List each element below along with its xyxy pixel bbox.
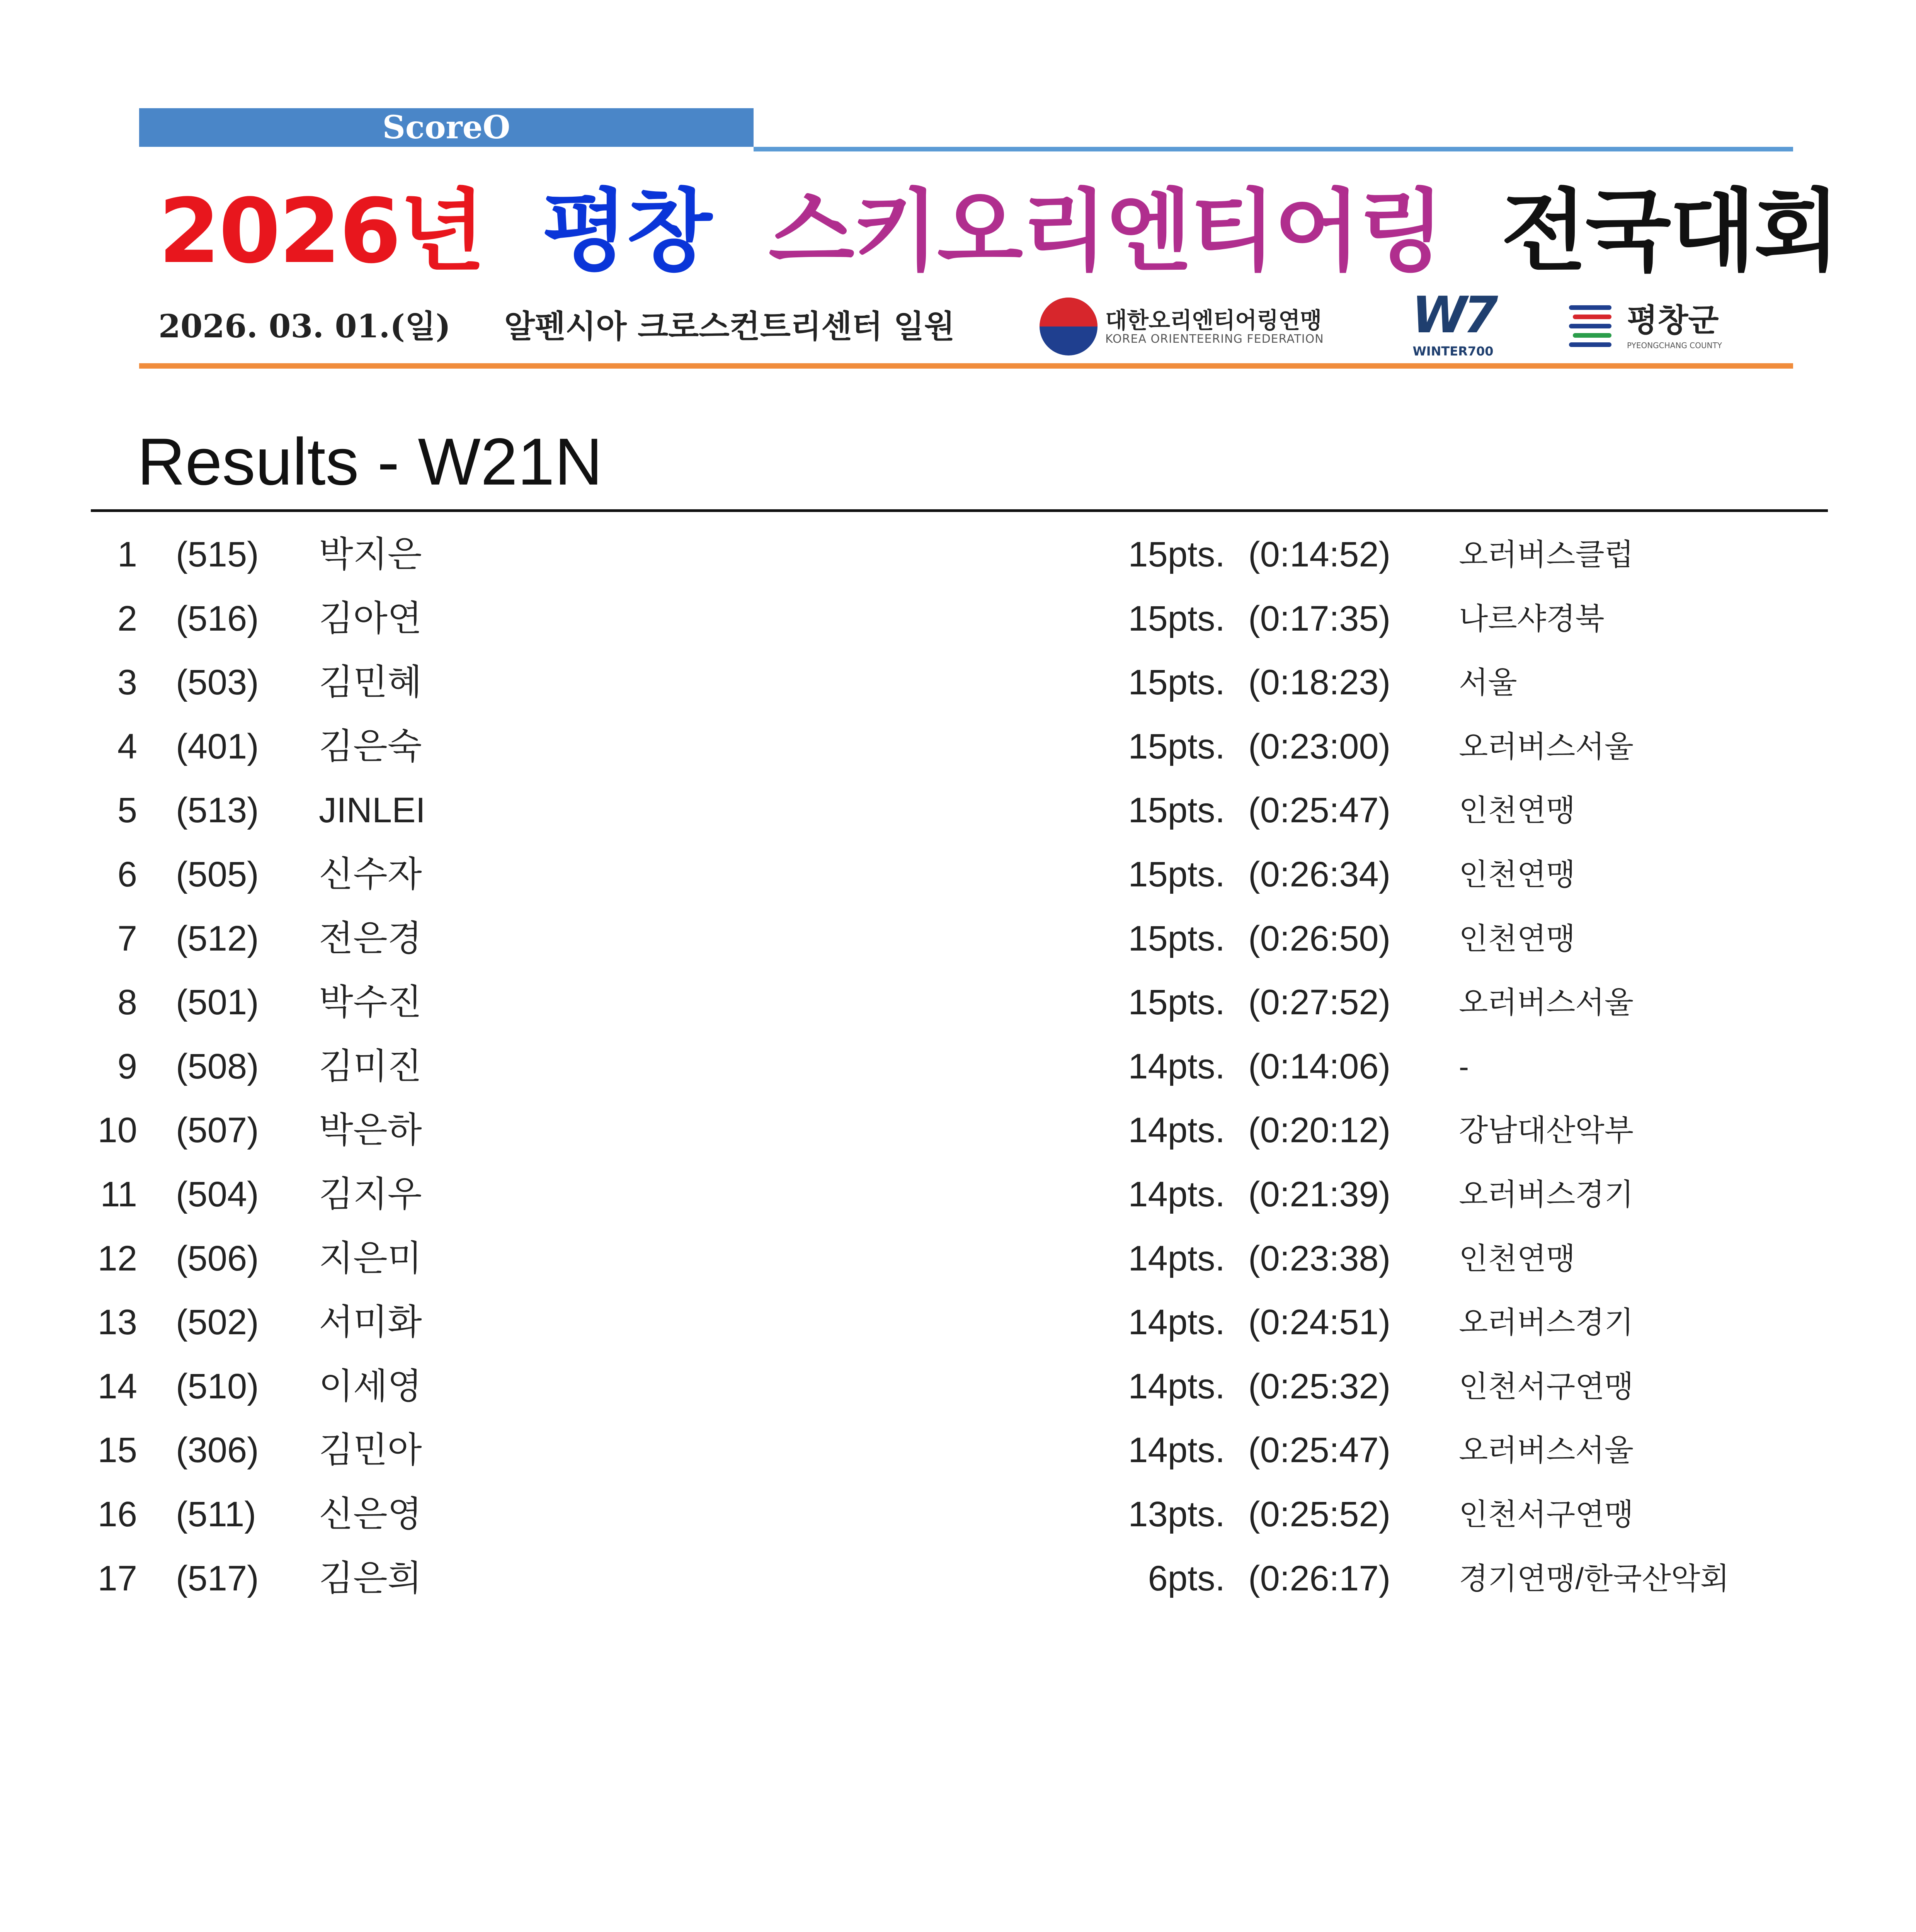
result-rank: 5 [117,791,137,830]
result-rank: 15 [97,1430,137,1470]
pyeongchang-logo-subtitle: PYEONGCHANG COUNTY [1627,341,1722,350]
result-time: (0:17:35) [1248,599,1391,638]
result-time: (0:26:17) [1248,1558,1391,1598]
result-row [0,1165,1916,1230]
winter700-logo [1407,286,1499,363]
result-bib: (306) [176,1430,259,1470]
result-club: 나르샤경북 [1459,601,1605,636]
result-club: 인천서구연맹 [1459,1369,1634,1403]
kof-logo [1040,294,1356,359]
result-name: 김민혜 [319,663,422,702]
result-bib: (502) [176,1303,259,1342]
result-bib: (515) [176,535,259,574]
result-club: 경기연맹/한국산악회 [1459,1561,1729,1595]
result-rank: 13 [97,1303,137,1342]
result-name: 박수진 [319,983,422,1022]
result-points: 13pts. [1128,1494,1225,1534]
result-points: 14pts. [1128,1174,1225,1214]
result-bib: (508) [176,1046,259,1086]
result-name: 신수자 [319,854,422,894]
kof-logo-name: 대한오리엔티어링연맹 [1105,307,1322,333]
result-time: (0:25:52) [1248,1494,1391,1534]
pyeongchang-logo-name: 평창군 [1627,302,1719,339]
result-rank: 9 [117,1046,137,1086]
result-name: 전은경 [319,918,422,958]
result-name: 이세영 [319,1366,422,1406]
result-points: 15pts. [1128,535,1225,574]
result-bib: (501) [176,983,259,1022]
result-time: (0:24:51) [1248,1303,1391,1342]
result-rank: 14 [97,1366,137,1406]
result-points: 14pts. [1128,1111,1225,1150]
result-row [0,1101,1916,1165]
result-row [0,653,1916,718]
result-row [0,718,1916,782]
w7-text: WINTER700 [1412,344,1494,359]
result-points: 14pts. [1128,1366,1225,1406]
result-bib: (511) [176,1494,256,1534]
result-time: (0:26:34) [1248,854,1391,894]
result-rank: 16 [97,1494,137,1534]
format-tag: ScoreO [382,109,510,146]
result-rank: 7 [117,918,137,958]
kof-emblem-icon [1040,298,1098,355]
result-club: 인천연맹 [1459,921,1576,956]
result-club: 오러버스경기 [1459,1177,1634,1211]
result-name: 김민아 [319,1430,422,1470]
result-club: 인천연맹 [1459,793,1576,828]
result-points: 14pts. [1128,1430,1225,1470]
banner-bottom-line [139,363,1793,369]
result-points: 14pts. [1128,1046,1225,1086]
result-row [0,1293,1916,1357]
result-time: (0:14:06) [1248,1046,1391,1086]
result-points: 15pts. [1128,854,1225,894]
result-time: (0:23:00) [1248,726,1391,766]
result-rank: 11 [100,1174,137,1214]
result-bib: (506) [176,1238,259,1278]
result-name: JINLEI [319,791,426,830]
result-row [0,526,1916,590]
result-name: 김미진 [319,1046,422,1086]
result-rank: 2 [117,599,137,638]
result-points: 14pts. [1128,1303,1225,1342]
result-club: 오러버스클럽 [1459,537,1634,571]
result-bib: (512) [176,918,259,958]
result-time: (0:25:47) [1248,791,1391,830]
result-club: 오러버스경기 [1459,1305,1634,1340]
result-row [0,1485,1916,1549]
result-row [0,1549,1916,1614]
result-name: 박은하 [319,1111,422,1150]
result-club: 인천서구연맹 [1459,1497,1634,1531]
event-banner [139,108,1838,371]
result-bib: (505) [176,854,259,894]
result-points: 15pts. [1128,599,1225,638]
result-rank: 1 [117,535,137,574]
result-time: (0:18:23) [1248,663,1391,702]
result-club: 오러버스서울 [1459,1433,1634,1468]
result-club: 오러버스서울 [1459,985,1634,1020]
pyeongchang-emblem-icon [1569,305,1619,348]
result-row [0,1037,1916,1102]
result-club: - [1459,1049,1469,1083]
result-rank: 12 [97,1238,137,1278]
banner-top-line [754,147,1793,151]
result-club: 강남대산악부 [1459,1113,1634,1148]
result-row [0,845,1916,910]
result-name: 신은영 [319,1494,422,1534]
result-points: 15pts. [1128,726,1225,766]
result-bib: (516) [176,599,259,638]
result-rank: 8 [117,983,137,1022]
results-divider [91,509,1828,512]
result-rank: 3 [117,663,137,702]
result-name: 김은희 [319,1558,422,1598]
result-name: 김아연 [319,599,422,638]
result-name: 김지우 [319,1174,422,1214]
kof-logo-subtitle: KOREA ORIENTEERING FEDERATION [1105,332,1324,346]
result-points: 15pts. [1128,791,1225,830]
result-points: 15pts. [1128,918,1225,958]
result-time: (0:27:52) [1248,983,1391,1022]
event-date: 2026. 03. 01.(일) [158,308,451,345]
result-time: (0:20:12) [1248,1111,1391,1150]
result-time: (0:26:50) [1248,918,1391,958]
title-sport: 스키오리엔티어링 [768,180,1443,283]
result-row [0,590,1916,654]
result-name: 지은미 [319,1238,422,1278]
result-bib: (517) [176,1558,259,1598]
result-points: 6pts. [1148,1558,1225,1598]
event-title [158,174,1838,290]
result-rank: 6 [117,854,137,894]
result-bib: (504) [176,1174,259,1214]
result-time: (0:21:39) [1248,1174,1391,1214]
results-title: Results - W21N [137,425,603,499]
result-name: 김은숙 [319,726,422,766]
result-points: 15pts. [1128,983,1225,1022]
result-row [0,1357,1916,1422]
event-subtitle [158,303,1047,350]
title-year: 2026년 [158,180,484,283]
result-club: 인천연맹 [1459,1241,1576,1276]
result-points: 14pts. [1128,1238,1225,1278]
result-club: 서울 [1459,665,1517,700]
result-time: (0:25:32) [1248,1366,1391,1406]
result-row [0,973,1916,1037]
result-time: (0:14:52) [1248,535,1391,574]
result-points: 15pts. [1128,663,1225,702]
pyeongchang-logo [1569,298,1754,359]
result-name: 서미화 [319,1303,422,1342]
result-bib: (401) [176,726,259,766]
result-row [0,910,1916,974]
result-rank: 10 [97,1111,137,1150]
result-club: 인천연맹 [1459,857,1576,891]
event-venue: 알펜시아 크로스컨트리센터 일원 [504,308,955,345]
result-bib: (513) [176,791,259,830]
result-time: (0:25:47) [1248,1430,1391,1470]
result-row [0,1230,1916,1294]
result-time: (0:23:38) [1248,1238,1391,1278]
result-row [0,781,1916,845]
result-bib: (510) [176,1366,259,1406]
result-rank: 17 [97,1558,137,1598]
result-rank: 4 [117,726,137,766]
result-club: 오러버스서울 [1459,729,1634,764]
result-row [0,1421,1916,1485]
title-event: 전국대회 [1501,180,1838,283]
result-bib: (503) [176,663,259,702]
results-list [0,526,1916,1613]
w7-mark: W7 [1412,286,1494,344]
result-bib: (507) [176,1111,259,1150]
title-location: 평창 [542,180,711,283]
result-name: 박지은 [319,535,422,574]
